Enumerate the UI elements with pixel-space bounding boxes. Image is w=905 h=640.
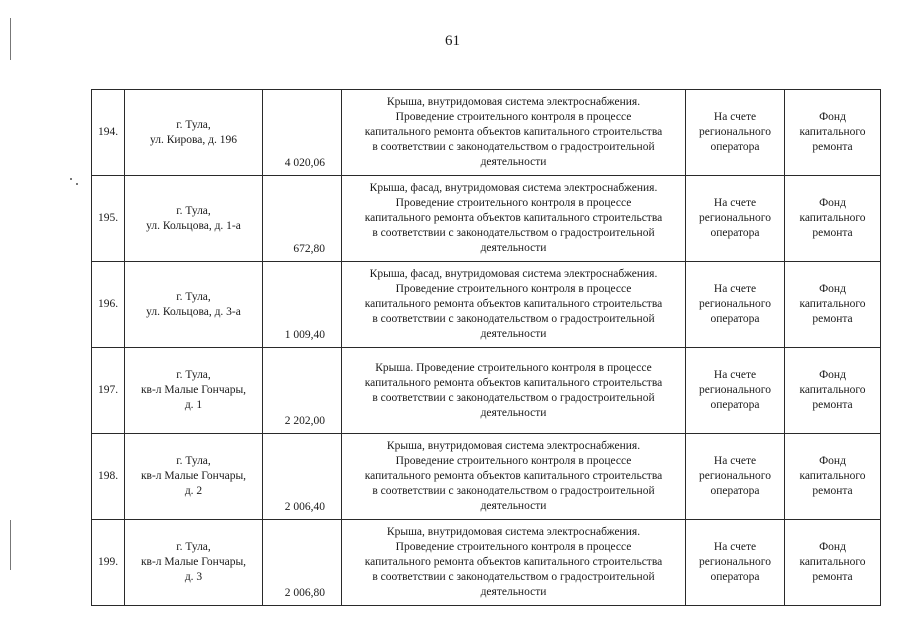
address-line: д. 3 (184, 571, 203, 583)
row-number: 195. (92, 176, 125, 262)
account-line: регионального (699, 212, 771, 224)
address-cell (125, 176, 263, 262)
scan-mark (10, 520, 11, 570)
address-cell (125, 434, 263, 520)
works-line: капитального ремонта объектов капитального строительства (364, 470, 663, 482)
works-cell (342, 434, 686, 520)
account-line: На счете (713, 455, 757, 467)
source-line: Фонд (819, 455, 846, 467)
source-line: Фонд (819, 541, 846, 553)
source-line: ремонта (812, 313, 853, 325)
address-line: д. 2 (184, 485, 203, 497)
scan-mark (10, 18, 11, 60)
account-cell (686, 262, 785, 348)
account-line: На счете (713, 541, 757, 553)
works-cell (342, 348, 686, 434)
account-line: оператора (710, 313, 760, 325)
works-line: Проведение строительного контроля в процессе (395, 197, 632, 209)
account-line: оператора (710, 141, 760, 153)
source-line: ремонта (812, 571, 853, 583)
table-row (92, 90, 881, 176)
works-line: Крыша, фасад, внутридомовая система электроснабжения. (369, 182, 658, 194)
address-line: ул. Кирова, д. 196 (149, 133, 238, 146)
table-row (92, 520, 881, 606)
works-line: Проведение строительного контроля в процессе (395, 111, 632, 123)
address-line: г. Тула, (176, 204, 211, 217)
address-line: г. Тула, (176, 118, 211, 131)
works-cell (342, 520, 686, 606)
source-line: ремонта (812, 227, 853, 239)
source-line: капитального (799, 384, 866, 396)
account-line: На счете (713, 283, 757, 295)
works-line: Крыша, внутридомовая система электроснабжения. (386, 440, 641, 452)
address-cell (125, 262, 263, 348)
account-cell (686, 434, 785, 520)
row-number: 194. (92, 90, 125, 176)
account-line: оператора (710, 399, 760, 411)
account-line: регионального (699, 298, 771, 310)
address-cell (125, 520, 263, 606)
works-line: Крыша. Проведение строительного контроля в процессе (375, 361, 652, 374)
cost-cell: 1 009,40 (263, 262, 342, 348)
account-line: На счете (713, 111, 757, 123)
funding-source-cell (785, 520, 881, 606)
works-line: в соответствии с законодательством о градостроительной (372, 571, 655, 583)
source-line: капитального (799, 126, 866, 138)
table-row (92, 434, 881, 520)
address-line: кв-л Малые Гончары, (140, 470, 247, 482)
account-line: регионального (699, 126, 771, 138)
source-line: Фонд (819, 111, 846, 123)
table-row (92, 176, 881, 262)
address-cell (125, 348, 263, 434)
address-line: д. 1 (184, 399, 203, 411)
source-line: Фонд (819, 197, 846, 209)
source-line: Фонд (819, 283, 846, 295)
scan-mark (76, 183, 78, 185)
works-line: Проведение строительного контроля в процессе (395, 455, 632, 467)
funding-source-cell (785, 176, 881, 262)
works-line: деятельности (480, 242, 547, 254)
works-line: в соответствии с законодательством о градостроительной (372, 391, 655, 404)
table-row (92, 348, 881, 434)
account-line: оператора (710, 571, 760, 583)
works-line: в соответствии с законодательством о градостроительной (372, 485, 655, 497)
account-line: оператора (710, 227, 760, 239)
works-line: деятельности (480, 406, 547, 419)
address-line: г. Тула, (176, 455, 211, 467)
works-cell (342, 262, 686, 348)
works-line: капитального ремонта объектов капитального строительства (364, 556, 663, 568)
source-line: Фонд (819, 369, 846, 381)
address-line: г. Тула, (176, 290, 211, 303)
works-line: в соответствии с законодательством о градостроительной (372, 313, 655, 325)
cost-cell: 2 202,00 (263, 348, 342, 434)
works-cell (342, 176, 686, 262)
works-line: Проведение строительного контроля в процессе (395, 541, 632, 553)
works-line: деятельности (480, 500, 547, 512)
cost-cell: 2 006,40 (263, 434, 342, 520)
cost-cell: 2 006,80 (263, 520, 342, 606)
works-line: в соответствии с законодательством о градостроительной (372, 141, 655, 153)
account-line: На счете (713, 369, 757, 381)
funding-source-cell (785, 90, 881, 176)
address-line: г. Тула, (176, 369, 211, 381)
page-number: 61 (445, 33, 460, 49)
account-line: регионального (699, 556, 771, 568)
funding-source-cell (785, 348, 881, 434)
funding-source-cell (785, 434, 881, 520)
source-line: капитального (799, 298, 866, 310)
scan-mark (70, 178, 72, 180)
cost-cell: 4 020,06 (263, 90, 342, 176)
account-line: На счете (713, 197, 757, 209)
works-line: Проведение строительного контроля в процессе (395, 283, 632, 295)
address-line: ул. Кольцова, д. 1-а (146, 219, 241, 232)
works-line: Крыша, внутридомовая система электроснабжения. (386, 526, 641, 538)
funding-source-cell (785, 262, 881, 348)
works-line: капитального ремонта объектов капитального строительства (364, 126, 663, 138)
repair-works-table (91, 89, 881, 606)
cost-cell: 672,80 (263, 176, 342, 262)
source-line: капитального (799, 212, 866, 224)
works-line: деятельности (480, 586, 547, 598)
account-line: регионального (699, 384, 771, 396)
row-number: 197. (92, 348, 125, 434)
address-line: ул. Кольцова, д. 3-а (146, 305, 241, 318)
table-body (92, 90, 881, 606)
row-number: 198. (92, 434, 125, 520)
account-cell (686, 520, 785, 606)
address-cell (125, 90, 263, 176)
works-line: Крыша, внутридомовая система электроснабжения. (386, 96, 641, 108)
works-line: деятельности (480, 328, 547, 340)
address-line: кв-л Малые Гончары, (140, 556, 247, 568)
source-line: ремонта (812, 485, 853, 497)
works-line: капитального ремонта объектов капитального строительства (364, 298, 663, 310)
row-number: 199. (92, 520, 125, 606)
account-line: регионального (699, 470, 771, 482)
source-line: ремонта (812, 141, 853, 153)
works-line: в соответствии с законодательством о градостроительной (372, 227, 655, 239)
account-cell (686, 176, 785, 262)
works-line: капитального ремонта объектов капитального строительства (364, 376, 663, 389)
source-line: ремонта (812, 399, 853, 411)
table-row (92, 262, 881, 348)
row-number: 196. (92, 262, 125, 348)
source-line: капитального (799, 556, 866, 568)
works-line: Крыша, фасад, внутридомовая система электроснабжения. (369, 268, 658, 280)
works-line: деятельности (480, 156, 547, 168)
address-line: кв-л Малые Гончары, (140, 384, 247, 396)
account-cell (686, 348, 785, 434)
works-cell (342, 90, 686, 176)
works-line: капитального ремонта объектов капитального строительства (364, 212, 663, 224)
source-line: капитального (799, 470, 866, 482)
account-line: оператора (710, 485, 760, 497)
account-cell (686, 90, 785, 176)
address-line: г. Тула, (176, 541, 211, 553)
